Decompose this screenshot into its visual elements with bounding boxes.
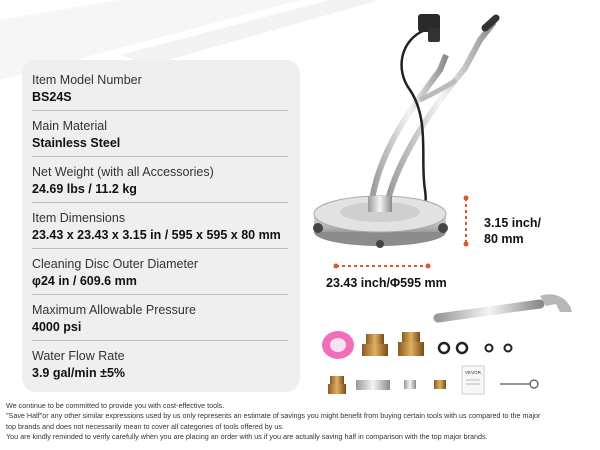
height-dimension-line2: 80 mm <box>484 232 524 246</box>
brass-nozzle <box>434 380 446 389</box>
brass-fitting <box>398 332 424 356</box>
manual-brand-text: VEVOR <box>465 370 481 375</box>
height-dimension-label <box>484 215 541 247</box>
disclaimer-line: "Save Half"or any other similar expressions used by us only represents an estimate of savings you might benefit from buying certain tools with us compared to the major <box>6 411 541 421</box>
instruction-manual <box>462 366 484 394</box>
spec-value: Stainless Steel <box>32 136 121 150</box>
thread-tape <box>322 331 354 359</box>
width-dimension-label: 23.43 inch/Φ595 mm <box>326 276 447 290</box>
spec-value: BS24S <box>32 90 72 104</box>
spec-label: Item Model Number <box>32 73 142 87</box>
spec-label: Maximum Allowable Pressure <box>32 303 196 317</box>
trigger-grip <box>418 14 440 42</box>
quick-connect-fitting <box>356 380 390 390</box>
brass-adapter <box>328 376 346 394</box>
spec-label: Cleaning Disc Outer Diameter <box>32 257 199 271</box>
spec-value: 4000 psi <box>32 320 82 334</box>
spec-label: Item Dimensions <box>32 211 126 225</box>
height-dimension-line1: 3.15 inch/ <box>484 216 541 230</box>
spec-value: 3.9 gal/min ±5% <box>32 366 126 380</box>
spec-label: Water Flow Rate <box>32 349 125 363</box>
spec-label: Main Material <box>32 119 108 133</box>
wrench-tool <box>438 294 572 318</box>
spec-value: 23.43 x 23.43 x 3.15 in / 595 x 595 x 80 mm <box>32 228 281 242</box>
spec-value: 24.69 lbs / 11.2 kg <box>32 182 137 196</box>
cleaning-disc <box>313 196 448 248</box>
width-dimension-line <box>334 264 431 269</box>
disclaimer-line: You are kindly reminded to verify carefully when you are placing an order with us if you are actually saving half in comparison with the top major brands. <box>6 432 488 442</box>
handle-frame <box>372 18 496 200</box>
spec-label: Net Weight (with all Accessories) <box>32 165 214 179</box>
o-rings <box>439 343 512 353</box>
brass-fitting <box>362 334 388 356</box>
nozzle-tip <box>404 380 416 389</box>
disclaimer-line: top brands and does not necessarily mean to cover all categories of tools offered by us. <box>6 421 284 431</box>
disclaimer-line: We continue to be committed to provide you with cost-effective tools. <box>6 401 225 410</box>
height-dimension-line <box>464 196 469 247</box>
disclaimer-text <box>6 401 598 443</box>
spec-value: φ24 in / 609.6 mm <box>32 274 137 288</box>
cleaning-needle <box>500 380 538 388</box>
